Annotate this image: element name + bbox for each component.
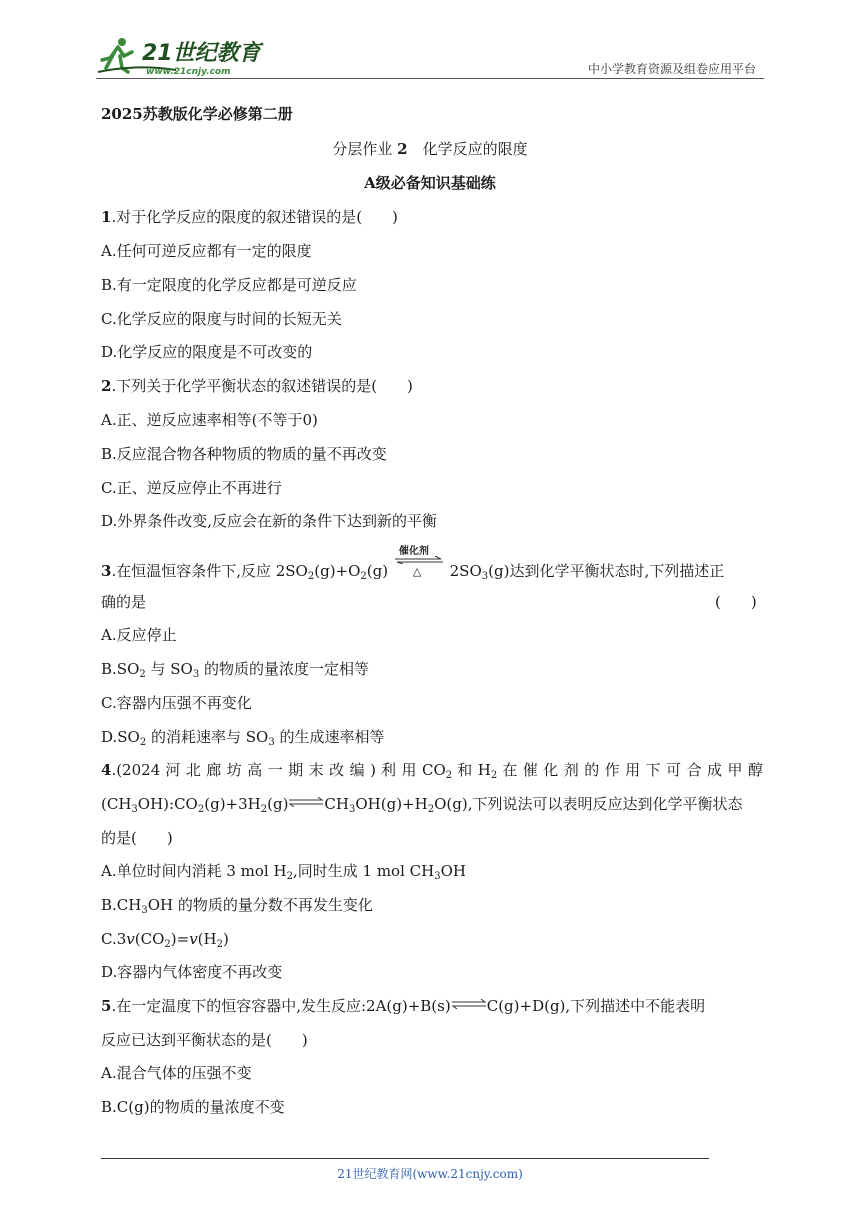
footer-link[interactable]: 21世纪教育网(www.21cnjy.com) <box>337 1167 523 1181</box>
section-title: A级必备知识基础练 <box>364 174 496 192</box>
q4-option-b: $B.CH_3OH$ 的物质的量分数不再发生变化 <box>101 896 373 916</box>
site-logo <box>96 34 266 78</box>
footer-divider <box>101 1158 709 1159</box>
q5-option-b: B.C(g)的物质的量浓度不变 <box>101 1098 285 1116</box>
page-header <box>96 34 764 78</box>
q3-answer-paren: ( ) <box>715 593 757 611</box>
q3-option-c: C.容器内压强不再变化 <box>101 694 252 712</box>
q3-option-b: $B.SO_2$ 与 $SO_3$ 的物质的量浓度一定相等 <box>101 660 370 680</box>
q4-stem-line3: 的是( ) <box>101 829 173 847</box>
q1-stem: 1.对于化学反应的限度的叙述错误的是( ) <box>101 208 398 226</box>
q1-option-d: D.化学反应的限度是不可改变的 <box>101 343 313 361</box>
q3-option-d: $D.SO_2$ 的消耗速率与 $SO_3$ 的生成速率相等 <box>101 728 385 748</box>
q2-stem: 2.下列关于化学平衡状态的叙述错误的是( ) <box>101 377 413 395</box>
q2-option-c: C.正、逆反应停止不再进行 <box>101 479 282 497</box>
svg-text:www.21cnjy.com: www.21cnjy.com <box>146 67 231 77</box>
platform-title: 中小学教育资源及组卷应用平台 <box>587 62 756 76</box>
q2-option-d: D.外界条件改变,反应会在新的条件下达到新的平衡 <box>101 512 438 530</box>
q2-option-a: A.正、逆反应速率相等(不等于0) <box>101 411 318 429</box>
q1-option-c: C.化学反应的限度与时间的长短无关 <box>101 310 342 328</box>
q3-stem-line2: 确的是 <box>101 593 147 611</box>
svg-text:21世纪教育: 21世纪教育 <box>142 41 261 66</box>
q4-stem: 4.(2024 河 北 廊 坊 高 一 期 末 改 编 ) 利 用 $CO_2$ 和 $H_2$ 在 催 化 剂 的 作 用 下 可 合 成 甲 醇 <box>101 761 763 781</box>
q4-option-c: $C.3v(CO_2)=v(H_2)$ <box>101 930 229 950</box>
q4-option-d: D.容器内气体密度不再改变 <box>101 963 283 981</box>
page-title: 分层作业 2 化学反应的限度 <box>332 140 528 158</box>
q1-option-a: A.任何可逆反应都有一定的限度 <box>101 242 312 260</box>
equilibrium-arrow-icon <box>288 797 324 807</box>
book-title: 2025苏教版化学必修第二册 <box>101 105 293 123</box>
q1-option-b: B.有一定限度的化学反应都是可逆反应 <box>101 276 357 294</box>
q5-stem-line2: 反应已达到平衡状态的是( ) <box>101 1031 308 1049</box>
q4-stem-line2: $(CH_3OH):CO_2(g)+3H_2(g)$ $CH_3OH(g)+H_2O(g)$,下列说法可以表明反应达到化学平衡状态 <box>101 795 743 815</box>
q4-option-a: A.单位时间内消耗 3 mol $H_2$,同时生成 1 mol $CH_3OH$ <box>101 862 466 882</box>
q5-stem: 5.在一定温度下的恒容容器中,发生反应:2A(g)+B(s) C(g)+D(g),下列描述中不能表明 <box>101 997 706 1015</box>
q3-option-a: A.反应停止 <box>101 626 177 644</box>
q3-stem: 3.在恒温恒容条件下,反应 $2SO_2(g)+O_2(g)$ 催化剂 △ $2SO_3(g)$达到化学平衡状态时,下列描述正 <box>101 546 725 582</box>
q2-option-b: B.反应混合物各种物质的物质的量不再改变 <box>101 445 387 463</box>
equilibrium-arrow-icon <box>451 999 487 1009</box>
catalyst-equilibrium-arrow: 催化剂 △ <box>393 558 445 578</box>
header-divider <box>96 78 764 79</box>
q5-option-a: A.混合气体的压强不变 <box>101 1064 252 1082</box>
